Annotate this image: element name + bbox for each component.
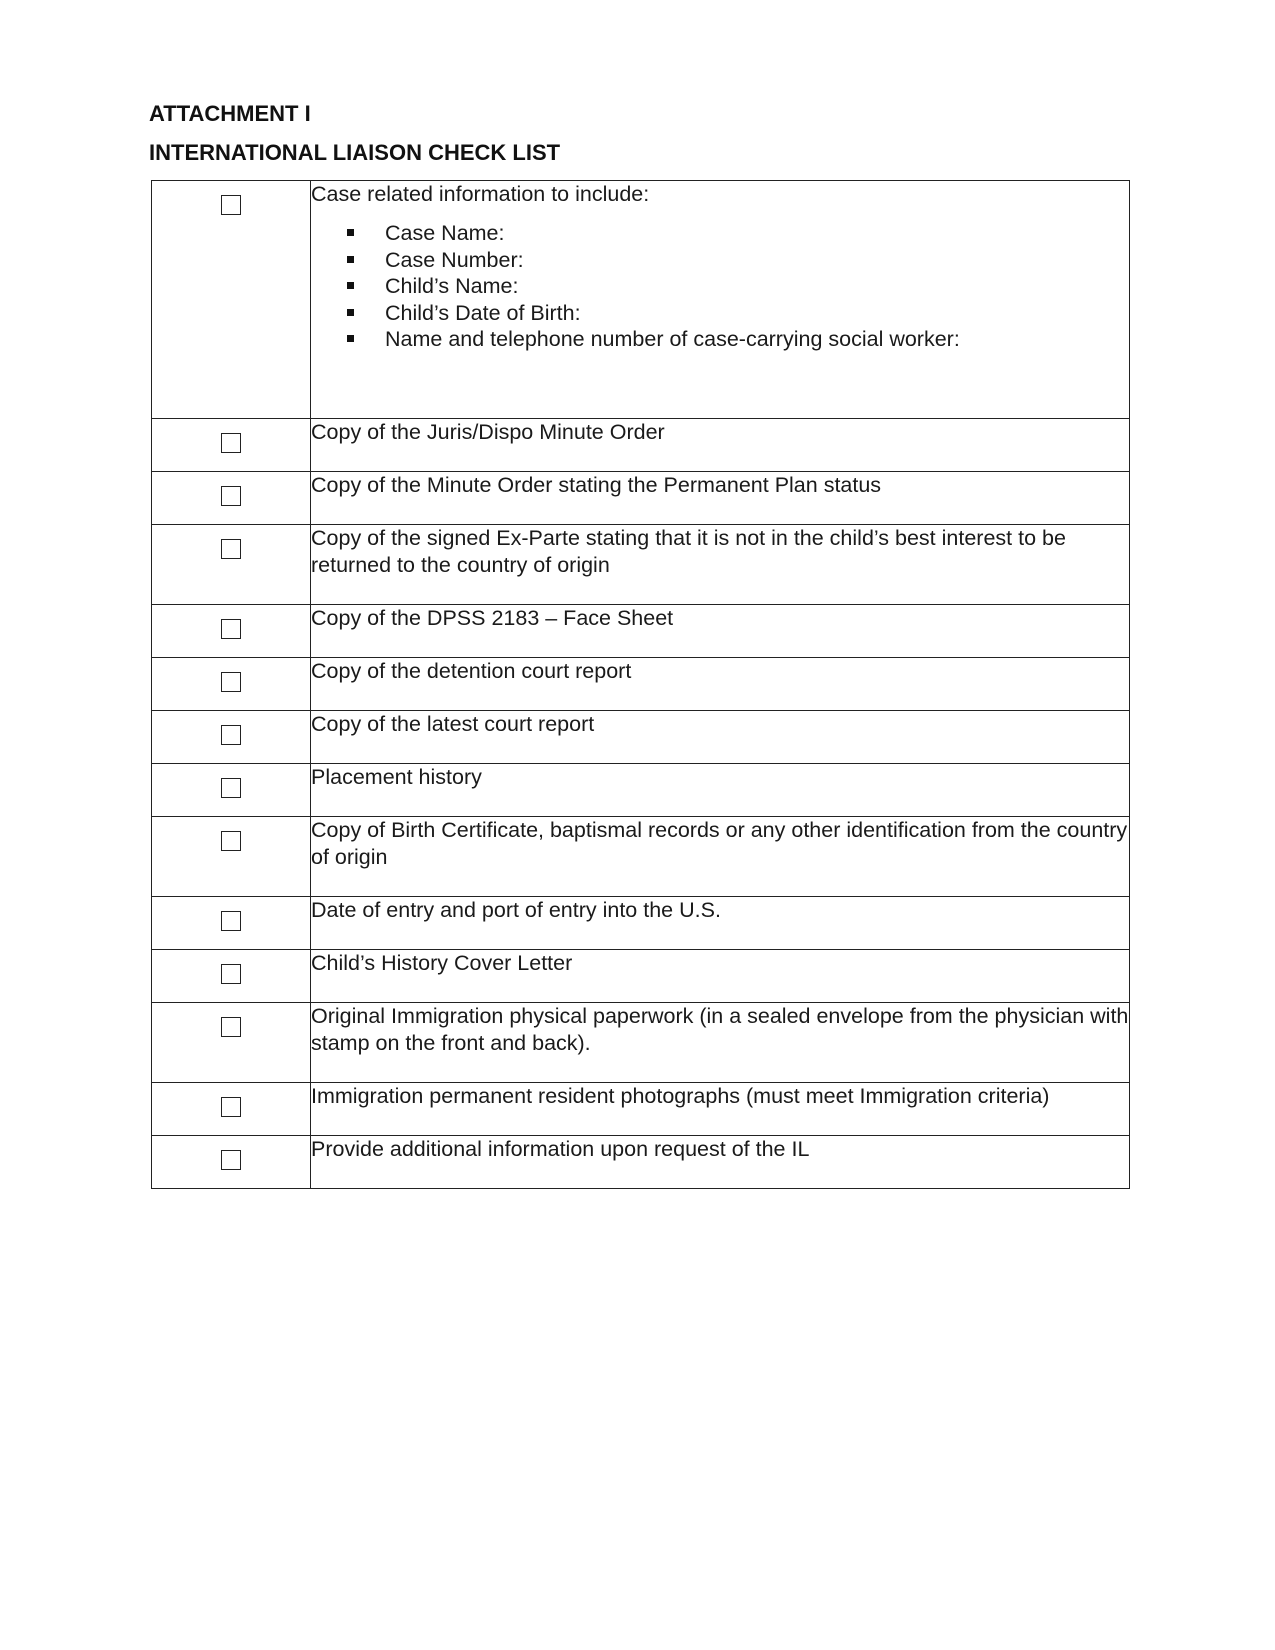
checklist-body xyxy=(152,181,1130,1189)
checklist-row xyxy=(152,419,1130,472)
square-bullet-icon xyxy=(347,309,354,316)
checkbox[interactable] xyxy=(221,725,241,745)
checklist-row xyxy=(152,817,1130,897)
checkbox-cell xyxy=(152,1136,311,1189)
attachment-title: ATTACHMENT I xyxy=(149,101,311,126)
checkbox[interactable] xyxy=(221,672,241,692)
checkbox[interactable] xyxy=(221,964,241,984)
square-bullet-icon xyxy=(347,282,354,289)
case-info-list xyxy=(311,220,1129,353)
checklist-row xyxy=(152,658,1130,711)
checklist-item-text: Copy of the DPSS 2183 – Face Sheet xyxy=(311,605,1130,658)
checkbox[interactable] xyxy=(221,539,241,559)
checkbox[interactable] xyxy=(221,911,241,931)
checklist-row xyxy=(152,711,1130,764)
checkbox[interactable] xyxy=(221,778,241,798)
checklist-row-case-info xyxy=(152,181,1130,419)
checkbox-cell xyxy=(152,764,311,817)
case-info-item-label: Child’s Date of Birth: xyxy=(385,300,581,325)
checklist-row xyxy=(152,1003,1130,1083)
checklist-row xyxy=(152,1136,1130,1189)
checkbox-cell xyxy=(152,605,311,658)
checkbox[interactable] xyxy=(221,619,241,639)
case-info-item-label: Case Number: xyxy=(385,247,524,272)
checklist-item-text: Copy of the signed Ex-Parte stating that it is not in the child’s best interest to be returned to the country of origin xyxy=(311,525,1130,605)
checkbox[interactable] xyxy=(221,195,241,215)
checklist-row xyxy=(152,525,1130,605)
case-info-item-label: Case Name: xyxy=(385,221,505,245)
checklist-row xyxy=(152,472,1130,525)
checklist-item-text: Date of entry and port of entry into the U.S. xyxy=(311,897,1130,950)
checkbox-cell xyxy=(152,711,311,764)
checklist-item-text: Original Immigration physical paperwork (in a sealed envelope from the physician with stamp on the front and back). xyxy=(311,1003,1130,1083)
checkbox-cell xyxy=(152,1083,311,1136)
square-bullet-icon xyxy=(347,335,354,342)
case-info-item xyxy=(347,273,1129,300)
checklist-item-text: Immigration permanent resident photographs (must meet Immigration criteria) xyxy=(311,1083,1130,1136)
case-info-item xyxy=(347,300,1129,327)
case-info-item xyxy=(347,220,1129,247)
checklist-item-text: Copy of the Minute Order stating the Permanent Plan status xyxy=(311,472,1130,525)
case-info-item-label: Name and telephone number of case-carrying social worker: xyxy=(385,327,960,351)
checklist-table xyxy=(151,180,1130,1189)
checkbox[interactable] xyxy=(221,1097,241,1117)
checkbox[interactable] xyxy=(221,831,241,851)
case-info-label: Case related information to include: xyxy=(311,182,650,206)
case-info-item-label: Child’s Name: xyxy=(385,274,519,298)
checkbox-cell xyxy=(152,181,311,419)
checklist-item-text: Placement history xyxy=(311,764,1130,817)
checkbox-cell xyxy=(152,419,311,472)
checklist-title: INTERNATIONAL LIAISON CHECK LIST xyxy=(149,140,561,165)
checklist-row xyxy=(152,950,1130,1003)
checklist-item-text: Copy of the detention court report xyxy=(311,658,1130,711)
square-bullet-icon xyxy=(347,256,354,263)
checkbox-cell xyxy=(152,525,311,605)
case-info-item xyxy=(347,326,1129,353)
checkbox-cell xyxy=(152,658,311,711)
case-info-cell xyxy=(311,181,1130,419)
checklist-item-text: Provide additional information upon request of the IL xyxy=(311,1136,1130,1189)
checkbox[interactable] xyxy=(221,486,241,506)
checkbox[interactable] xyxy=(221,1017,241,1037)
checkbox-cell xyxy=(152,1003,311,1083)
checkbox-cell xyxy=(152,817,311,897)
checkbox-cell xyxy=(152,897,311,950)
checklist-row xyxy=(152,1083,1130,1136)
checklist-row xyxy=(152,605,1130,658)
checklist-item-text: Copy of the Juris/Dispo Minute Order xyxy=(311,419,1130,472)
square-bullet-icon xyxy=(347,229,354,236)
checklist-row xyxy=(152,764,1130,817)
checklist-row xyxy=(152,897,1130,950)
checkbox-cell xyxy=(152,472,311,525)
checklist-item-text: Copy of the latest court report xyxy=(311,711,1130,764)
case-info-item xyxy=(347,247,1129,274)
checklist-item-text: Child’s History Cover Letter xyxy=(311,950,1130,1003)
checklist-item-text: Copy of Birth Certificate, baptismal records or any other identification from the country of origin xyxy=(311,817,1130,897)
checkbox[interactable] xyxy=(221,1150,241,1170)
checkbox-cell xyxy=(152,950,311,1003)
checkbox[interactable] xyxy=(221,433,241,453)
